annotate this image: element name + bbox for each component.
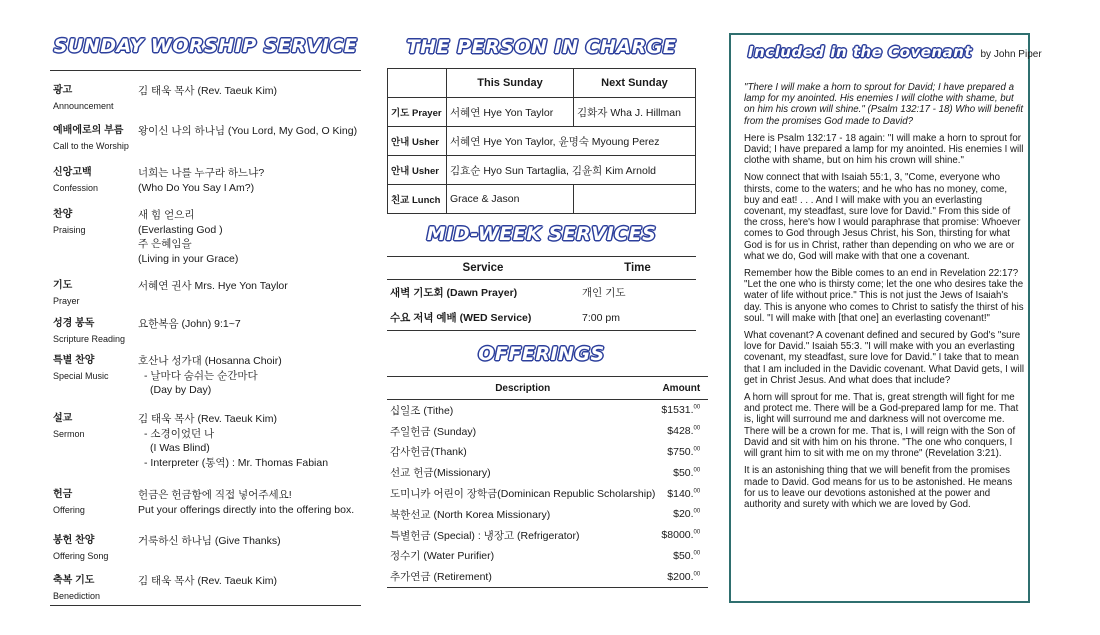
- charge-row: [388, 185, 696, 214]
- detail-line: 김 태욱 목사 (Rev. Taeuk Kim): [138, 85, 278, 97]
- service-item-korean: 성경 봉독: [53, 318, 95, 329]
- midweek-header-service: Service: [387, 257, 579, 280]
- service-item-korean: 봉헌 찬양: [53, 535, 95, 546]
- detail-line: Put your offerings directly into the offering box.: [138, 503, 355, 516]
- detail-line: (Everlasting God ): [138, 223, 223, 236]
- service-item-korean: 신앙고백: [53, 167, 92, 178]
- worship-column: [50, 0, 361, 635]
- offering-dollars: $750.: [667, 445, 694, 458]
- offering-amount: [658, 421, 708, 442]
- detail-line: 호산나 성가대 (Hosanna Choir): [138, 355, 282, 367]
- service-item-english: Sermon: [53, 429, 85, 439]
- offering-dollars: $1531.: [661, 404, 694, 417]
- service-item-korean: 찬양: [53, 209, 73, 220]
- detail-line: (Day by Day): [150, 384, 212, 396]
- detail-line: - Interpreter (통역) : Mr. Thomas Fabian: [144, 456, 329, 469]
- service-item-detail: [138, 534, 363, 549]
- service-item-korean: 헌금: [53, 489, 73, 500]
- covenant-heading: [748, 43, 1042, 62]
- offering-cents: 00: [693, 404, 701, 411]
- offerings-header-row: [387, 377, 708, 400]
- midweek-service: 수요 저녁 예배 (WED Service): [387, 305, 579, 331]
- midweek-header-time: Time: [579, 257, 696, 280]
- midweek-row: [387, 305, 696, 331]
- detail-line: (Living in your Grace): [138, 252, 239, 265]
- offering-dollars: $140.: [667, 487, 694, 500]
- worship-title: SUNDAY WORSHIP SERVICE: [53, 35, 358, 57]
- service-item-english: Scripture Reading: [53, 334, 126, 344]
- offering-amount: [658, 462, 708, 483]
- essay-paragraph: It is an astonishing thing that we will benefit from the promises made to David. God means for us to be astonished. He means for us to leave our devotions astonished at the power and authority and surety with which we are loved by God.: [744, 465, 1013, 510]
- service-item-detail: [138, 208, 363, 266]
- essay-paragraph: "There I will make a horn to sprout for David; I have prepared a lamp for my anointed. His enemies I will clothe with shame, but on him his crown will shine." (Psalm 132:17 - 18) Who will benefit from the promises God made to David?: [744, 82, 1024, 127]
- charge-header-role: [388, 69, 447, 98]
- detail-line: 김 태욱 목사 (Rev. Taeuk Kim): [138, 575, 278, 587]
- charge-role: 안내 Usher: [388, 127, 447, 156]
- midweek-row: [387, 280, 696, 306]
- covenant-essay: [744, 82, 1025, 516]
- charge-header-row: [388, 69, 696, 98]
- service-item-detail: [138, 166, 363, 195]
- detail-line: 새 힘 얻으리: [138, 209, 195, 221]
- service-item-detail: [138, 412, 363, 470]
- offering-cents: 00: [693, 571, 701, 578]
- offerings-title: OFFERINGS: [478, 343, 605, 365]
- offering-description: 주일헌금 (Sunday): [390, 425, 477, 438]
- service-item-korean: 설교: [53, 413, 73, 424]
- detail-line: 김 태욱 목사 (Rev. Taeuk Kim): [138, 413, 278, 425]
- detail-line: - 날마다 숨쉬는 순간마다: [144, 369, 258, 382]
- offering-cents: 00: [693, 488, 701, 495]
- offering-amount: [658, 483, 708, 504]
- charge-role: 기도 Prayer: [388, 98, 447, 127]
- offering-description: 감사헌금(Thank): [390, 446, 467, 459]
- detail-line: 왕이신 나의 하나님 (You Lord, My God, O King): [138, 125, 358, 137]
- charge-table: [387, 68, 696, 214]
- offering-dollars: $20.: [673, 508, 694, 521]
- detail-line: 거룩하신 하나님 (Give Thanks): [138, 535, 281, 547]
- service-item-detail: [138, 317, 363, 332]
- service-item-detail: [138, 124, 363, 139]
- offering-amount: [658, 546, 708, 567]
- offering-amount: [658, 400, 708, 421]
- charge-header-next-sunday: Next Sunday: [574, 69, 696, 98]
- essay-paragraph: Now connect that with Isaiah 55:1, 3, "Come, everyone who thirsts, come to the waters; and he who has no money, come, buy and eat! . . . And I will make with you an everlasting covenant, my steadfast, sure love for David." From this side of the cross, here's how I would paraphrase that promise: Whoever comes to God through Jesus Christ, his Son, thirsting for what God is for us in Christ, rather than depending on who we are or what we do, God will make with that one a covenant.: [744, 172, 1021, 262]
- detail-line: 서혜연 권사 Mrs. Hye Yon Taylor: [138, 280, 288, 292]
- offering-row: [387, 400, 708, 421]
- worship-top-rule: [50, 70, 361, 71]
- offering-description: 특별헌금 (Special) : 냉장고 (Refrigerator): [390, 529, 580, 542]
- service-item-english: Offering Song: [53, 551, 109, 561]
- offering-row: [387, 442, 708, 463]
- service-item-korean: 예배에로의 부름: [53, 125, 124, 136]
- offering-dollars: $428.: [667, 425, 694, 438]
- covenant-title: Included in the Covenant: [748, 43, 973, 61]
- middle-column: [387, 0, 701, 635]
- covenant-box: [729, 33, 1042, 603]
- essay-paragraph: A horn will sprout for me. That is, great strength will fight for me and protect me. There will be a God-prepared lamp for me. That is, light will surround me and darkness will not overcome me. There will be a crown for me. That is, I will reign with the Son of David and sit with him on his throne. "The one who conquers, I will grant him to sit with me on my throne" (Revelation 3:21).: [744, 392, 1019, 460]
- offering-cents: 00: [693, 550, 701, 557]
- charge-this-sunday: Grace & Jason: [447, 185, 574, 214]
- offering-row: [387, 525, 708, 546]
- charge-row: [388, 127, 696, 156]
- offering-row: [387, 504, 708, 525]
- charge-header-this-sunday: This Sunday: [447, 69, 574, 98]
- charge-this-sunday: 김효순 Hyo Sun Tartaglia, 김윤희 Kim Arnold: [447, 156, 696, 185]
- charge-this-sunday: 서혜연 Hye Yon Taylor, 윤명숙 Myoung Perez: [447, 127, 696, 156]
- offering-row: [387, 462, 708, 483]
- essay-paragraph: Here is Psalm 132:17 - 18 again: "I will make a horn to sprout for David; I have prepared a lamp for my anointed. His enemies I will clothe with shame, but on him his crown will shine.": [744, 132, 1024, 167]
- service-item-english: Praising: [53, 225, 86, 235]
- charge-title: THE PERSON IN CHARGE: [406, 36, 677, 58]
- midweek-service: 새벽 기도회 (Dawn Prayer): [390, 287, 518, 299]
- service-item-english: Offering: [53, 505, 85, 515]
- service-item-detail: [138, 488, 363, 517]
- detail-line: 주 은혜임을: [138, 238, 192, 250]
- offerings-header-description: Description: [387, 377, 658, 400]
- offering-dollars: $50.: [673, 549, 694, 562]
- service-item-detail: [138, 84, 363, 99]
- essay-paragraph: What covenant? A covenant defined and secured by God's "sure love for David." Isaiah 55:3. "I will make with you an everlasting covenant, my steadfast, sure love for David." I take that to mean that I am included in the Davidic covenant. What David gets, I will get in Christ Jesus. And what does that include?: [744, 330, 1024, 386]
- offering-description: 도미니카 어린이 장학금(Dominican Republic Scholarship): [390, 488, 656, 501]
- offering-dollars: $50.: [673, 466, 694, 479]
- charge-this-sunday: 서혜연 Hye Yon Taylor: [447, 98, 574, 127]
- offering-dollars: $8000.: [661, 529, 694, 542]
- offering-amount: [658, 566, 708, 587]
- offerings-header-amount: Amount: [658, 377, 708, 400]
- offering-row: [387, 546, 708, 567]
- service-item-detail: [138, 279, 363, 294]
- service-item-english: Special Music: [53, 371, 109, 381]
- offering-amount: [658, 442, 708, 463]
- service-item-detail: [138, 574, 363, 589]
- offering-amount: [658, 525, 708, 546]
- offerings-table: [387, 376, 708, 588]
- service-item-detail: [138, 354, 363, 398]
- service-item-english: Announcement: [53, 101, 114, 111]
- service-item-korean: 특별 찬양: [53, 355, 95, 366]
- offering-description: 정수기 (Water Purifier): [390, 550, 495, 563]
- offering-description: 추가연금 (Retirement): [387, 566, 658, 587]
- detail-line: (Who Do You Say I Am?): [138, 181, 255, 194]
- detail-line: - 소경이었던 나: [144, 427, 215, 440]
- charge-row: [388, 98, 696, 127]
- service-item-korean: 기도: [53, 280, 73, 291]
- covenant-byline: by John Piper: [980, 49, 1042, 60]
- midweek-title: MID-WEEK SERVICES: [426, 223, 657, 245]
- offering-row: [387, 566, 708, 587]
- charge-next-sunday: [574, 185, 696, 214]
- offering-description: 북한선교 (North Korea Missionary): [390, 508, 551, 521]
- offering-amount: [658, 504, 708, 525]
- service-item-english: Benediction: [53, 591, 101, 601]
- service-item-english: Prayer: [53, 296, 80, 306]
- detail-line: (I Was Blind): [150, 442, 210, 454]
- detail-line: 너희는 나를 누구라 하느냐?: [138, 167, 265, 179]
- offering-cents: 00: [693, 508, 701, 515]
- charge-role: 친교 Lunch: [388, 185, 447, 214]
- essay-paragraph: Remember how the Bible comes to an end in Revelation 22:17? "Let the one who is thirsty come; let the one who desires take the water of life without price." This is not just the Jews of Isaiah's day. This is anyone who comes to Christ to satisfy the thirst of his soul. "I will make with [that one] an everlasting covenant!": [744, 268, 1024, 324]
- charge-row: [388, 156, 696, 185]
- offering-row: [387, 421, 708, 442]
- offering-description: 선교 헌금(Missionary): [390, 467, 491, 480]
- service-item-english: Call to the Worship: [53, 141, 129, 151]
- charge-next-sunday: 김화자 Wha J. Hillman: [574, 98, 696, 127]
- service-item-korean: 축복 기도: [53, 575, 95, 586]
- offering-cents: 00: [693, 467, 701, 474]
- offering-cents: 00: [693, 425, 701, 432]
- offering-cents: 00: [693, 446, 701, 453]
- offering-dollars: $200.: [667, 570, 694, 583]
- midweek-table: [387, 256, 696, 331]
- detail-line: 요한복음 (John) 9:1~7: [138, 318, 241, 330]
- service-item-korean: 광고: [53, 85, 73, 96]
- midweek-header-row: [387, 257, 696, 280]
- detail-line: 헌금은 헌금함에 직접 넣어주세요!: [138, 489, 292, 501]
- offering-description: 십일조 (Tithe): [390, 404, 454, 417]
- midweek-time: 7:00 pm: [579, 305, 696, 331]
- charge-role: 안내 Usher: [388, 156, 447, 185]
- offering-cents: 00: [693, 529, 701, 536]
- offering-row: [387, 483, 708, 504]
- midweek-time: 개인 기도: [582, 287, 626, 299]
- service-item-english: Confession: [53, 183, 99, 193]
- worship-bottom-rule: [50, 605, 361, 606]
